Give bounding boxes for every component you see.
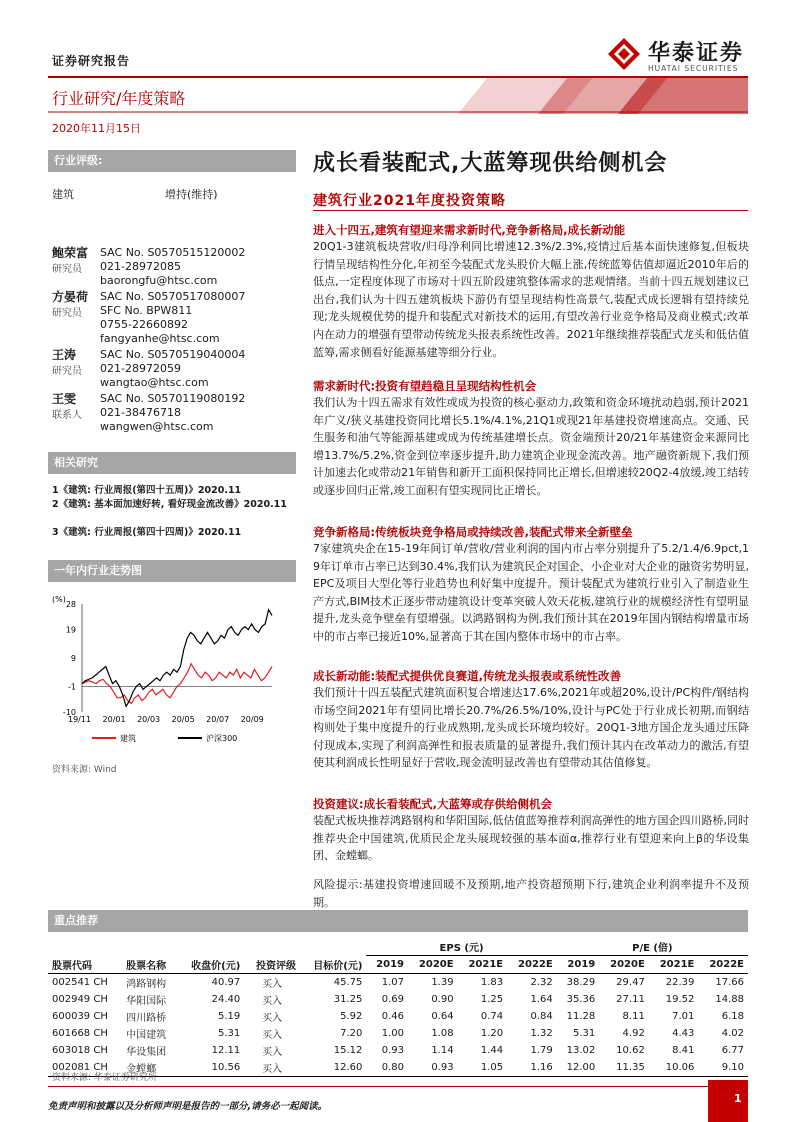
table-row <box>48 1008 748 1025</box>
analyst-name: 王涛 <box>52 348 77 362</box>
analyst-role: 联系人 <box>52 410 82 421</box>
table-cell: 9.10 <box>721 1062 744 1073</box>
table-cell: 17.66 <box>715 977 744 988</box>
table-cell: 0.69 <box>381 994 405 1005</box>
x-tick-label: 19/11 <box>68 715 92 724</box>
x-tick-label: 20/01 <box>102 715 126 724</box>
table-cell: 24.40 <box>211 994 241 1005</box>
table-cell: 5.31 <box>218 1028 241 1039</box>
table-cell: 华阳国际 <box>126 996 167 1007</box>
table-cell: 13.02 <box>566 1045 596 1056</box>
table-cell: 5.92 <box>340 1011 363 1022</box>
analyst-name: 鲍荣富 <box>52 246 89 260</box>
trend-chart <box>48 590 298 750</box>
table-cell: 15.12 <box>333 1045 363 1056</box>
table-cell: 0.84 <box>530 1011 553 1022</box>
report-type-label: 证券研究报告 <box>52 54 131 68</box>
section-heading: 成长新动能:装配式提供优良赛道,传统龙头报表或系统性改善 <box>313 669 621 683</box>
analyst-phone: 021-38476718 <box>100 406 181 419</box>
table-cell: 8.11 <box>622 1011 645 1022</box>
table-header-cell: 2022E <box>709 959 744 970</box>
table-header-cell: 目标价(元) <box>313 960 363 972</box>
table-cell: 12.00 <box>566 1062 596 1073</box>
rating-section-bar: 行业评级: <box>48 150 296 172</box>
footer-line <box>48 1086 708 1087</box>
analyst-name: 方晏荷 <box>52 290 89 304</box>
table-cell: 12.60 <box>333 1062 363 1073</box>
table-cell: 14.88 <box>715 994 744 1005</box>
table-cell: 002081 CH <box>52 1062 108 1073</box>
report-title: 成长看装配式,大蓝筹现供给侧机会 <box>313 151 668 176</box>
table-row <box>48 974 748 992</box>
table-cell: 4.92 <box>622 1028 645 1039</box>
table-header-cell: 2019 <box>376 959 405 970</box>
analyst-role: 研究员 <box>52 308 82 319</box>
industry-name: 建筑 <box>52 188 74 201</box>
analyst-sac: SAC No. S0570517080007 <box>100 290 246 303</box>
analyst-name: 王雯 <box>52 392 77 406</box>
table-header-cell: 2022E <box>518 959 553 970</box>
x-tick-label: 20/03 <box>137 715 161 724</box>
related-section-bar: 相关研究 <box>48 452 296 474</box>
pe-group-header: P/E (倍) <box>557 938 748 956</box>
logo-text-cn: 华泰证券 <box>648 41 745 66</box>
section-body: 装配式板块推荐鸿路钢构和华阳国际,低估值蓝筹推荐利润高弹性的地方国企四川路桥,同时推荐央企中国建筑,优质民企龙头展现较强的基本面α,推荐行业有望迎来向上β的华设集团、金螳螂。 <box>313 814 749 863</box>
table-cell: 0.93 <box>431 1062 454 1073</box>
table-header-cell: 股票名称 <box>126 960 167 972</box>
analyst-email[interactable]: baorongfu@htsc.com <box>100 274 218 287</box>
analyst-phone: 021-28972059 <box>100 362 181 375</box>
table-cell: 11.35 <box>616 1062 645 1073</box>
table-cell: 1.20 <box>480 1028 504 1039</box>
table-cell: 买入 <box>262 1013 283 1024</box>
recommend-table <box>48 938 748 1077</box>
section-4 <box>313 668 749 772</box>
y-tick-label: 19 <box>65 625 76 635</box>
x-tick-label: 20/05 <box>171 715 195 724</box>
table-cell: 1.14 <box>431 1045 454 1056</box>
section-body: 7家建筑央企在15-19年间订单/营收/营业利润的国内市占率分别提升了5.2/1.4/6.9pct,19年订单市占率已达到30.4%,我们认为建筑民企对国企、小企业对大企业的融资劣势明显,EPC及项目大型化等行业趋势也利好集中度提升。预计装配式为建筑行业引入了制造业生产方式,BIM技术正逐步带动建筑设计变革突破人效天花板,建筑行业的规模经济性有望明显提升,龙头竞争壁垒有望增强。以鸿路钢构为例,我们预计其在2019年国内钢结构增量市场中的市占率已接近10%,显著高于其在国内整体市场中的市占率。 <box>313 542 749 643</box>
table-cell: 45.75 <box>333 977 363 988</box>
table-cell: 0.46 <box>381 1011 405 1022</box>
section-heading: 需求新时代:投资有望趋稳且呈现结构性机会 <box>313 379 537 393</box>
y-tick-label: 9 <box>70 654 76 663</box>
table-cell: 四川路桥 <box>126 1013 167 1024</box>
industry-rating: 增持(维持) <box>165 188 218 201</box>
table-header-cell: 收盘价(元) <box>191 960 241 972</box>
table-cell: 29.47 <box>616 977 645 988</box>
disclaimer: 免责声明和披露以及分析师声明是报告的一部分,请务必一起阅读。 <box>48 1101 328 1112</box>
table-header-cell: 2021E <box>468 959 504 970</box>
table-cell: 6.77 <box>721 1045 744 1056</box>
analyst-role: 研究员 <box>52 264 82 275</box>
y-axis-label: (%) <box>52 595 66 604</box>
table-cell: 1.25 <box>480 994 504 1005</box>
table-cell: 38.29 <box>566 977 596 988</box>
table-cell: 600039 CH <box>52 1011 108 1022</box>
analyst-email[interactable]: wangtao@htsc.com <box>100 376 209 389</box>
table-cell: 5.19 <box>218 1011 241 1022</box>
analyst-email[interactable]: wangwen@htsc.com <box>100 420 214 433</box>
table-cell: 002541 CH <box>52 977 108 988</box>
table-cell: 0.64 <box>431 1011 454 1022</box>
logo-icon <box>606 36 642 72</box>
chart-source: 资料来源: Wind <box>52 765 117 775</box>
table-cell: 5.31 <box>572 1028 596 1039</box>
table-cell: 华设集团 <box>126 1047 167 1058</box>
section-2 <box>313 378 749 500</box>
analyst-phone: 0755-22660892 <box>100 318 188 331</box>
table-cell: 1.32 <box>530 1028 553 1039</box>
x-tick-label: 20/09 <box>240 715 264 724</box>
related-item[interactable]: 1《建筑: 行业周报(第四十五周)》2020.11 <box>52 485 242 496</box>
analyst-email[interactable]: fangyanhe@htsc.com <box>100 332 220 345</box>
table-cell: 1.05 <box>480 1062 504 1073</box>
table-cell: 0.90 <box>431 994 454 1005</box>
report-category: 行业研究/年度策略 <box>52 89 186 108</box>
section-5 <box>313 796 749 865</box>
table-cell: 601668 CH <box>52 1028 108 1039</box>
table-cell: 买入 <box>262 979 283 990</box>
table-cell: 1.79 <box>530 1045 553 1056</box>
analyst-sac: SAC No. S0570119080192 <box>100 392 246 405</box>
trend-section-bar: 一年内行业走势图 <box>48 560 296 582</box>
table-cell: 鸿路钢构 <box>126 979 167 990</box>
table-cell: 1.44 <box>480 1045 504 1056</box>
analyst-sfc: SFC No. BPW811 <box>100 304 193 317</box>
table-cell: 买入 <box>262 996 283 1007</box>
table-row <box>48 991 748 1008</box>
table-row <box>48 1042 748 1059</box>
table-cell: 12.11 <box>211 1045 241 1056</box>
section-1 <box>313 222 749 361</box>
section-body: 20Q1-3建筑板块营收/归母净利同比增速12.3%/2.3%,疫情过后基本面快速修复,但板块行情呈现结构性分化,年初至今装配式龙头股价大幅上涨,传统蓝筹估值却逼近2010年后的低点,一定程度体现了市场对十四五阶段建筑整体需求的悲观情绪。当前十四五规划建议已出台,我们认为十四五建筑板块下游仍有望呈现结构性高景气,装配式成长逻辑有望持续兑现;龙头规模优势的提升和装配式对新技术的运用,有望改善行业竞争格局及商业模式;改革内在动力的增强有望带动传统龙头报表系统性改善。2021年继续推荐装配式龙头和低估值蓝筹,需求侧看好能源基建等细分行业。 <box>313 240 749 359</box>
legend-label-industry: 建筑 <box>120 734 136 743</box>
series-line-hs300 <box>82 610 272 707</box>
table-cell: 买入 <box>262 1030 283 1041</box>
page-number: 1 <box>734 1092 742 1105</box>
table-cell: 1.07 <box>381 977 405 988</box>
table-header-cell: 2019 <box>567 959 596 970</box>
section-heading: 进入十四五,建筑有望迎来需求新时代,竞争新格局,成长新动能 <box>313 223 626 237</box>
risk-warning: 风险提示:基建投资增速回暖不及预期,地产投资超预期下行,建筑企业利润率提升不及预期。 <box>313 878 749 909</box>
table-cell: 27.11 <box>616 994 645 1005</box>
section-body: 我们认为十四五需求有效性或成为投资的核心驱动力,政策和资金环境扰动趋弱,预计2021年广义/狭义基建投资同比增长5.1%/4.1%,21Q1或现21年基建投资增速高点。交通、民生服务和油气等能源基建或成为传统基建增长点。资金端预计20/21年基建资金来源同比增13.7%/5.2%,资金到位率逐步提升,助力建筑企业现金流改善。地产融资新规下,我们预计加速去化或带动21年销售和新开工面积保持同比正增长,但增速较20Q2-4放缓,竣工结转或逐步回归正常,竣工面积有望实现同比正增长。 <box>313 396 749 497</box>
report-subtitle: 建筑行业2021年度投资策略 <box>313 193 506 209</box>
table-cell: 31.25 <box>333 994 363 1005</box>
table-row <box>48 1025 748 1042</box>
section-3 <box>313 524 749 646</box>
related-item[interactable]: 2《建筑: 基本面加速好转, 看好现金流改善》2020.11 <box>52 499 287 510</box>
table-cell: 10.06 <box>665 1062 695 1073</box>
report-date: 2020年11月15日 <box>52 122 141 135</box>
table-cell: 1.00 <box>381 1028 405 1039</box>
table-cell: 7.20 <box>340 1028 363 1039</box>
table-cell: 买入 <box>262 1064 283 1075</box>
eps-group-header: EPS (元) <box>366 938 556 956</box>
section-heading: 投资建议:成长看装配式,大蓝筹或存供给侧机会 <box>313 797 552 811</box>
y-tick-label: -10 <box>62 708 76 717</box>
table-header-cell: 股票代码 <box>52 960 92 972</box>
table-cell: 0.74 <box>480 1011 504 1022</box>
table-section-bar: 重点推荐 <box>48 910 748 932</box>
table-cell: 7.01 <box>672 1011 695 1022</box>
table-header-cell: 2020E <box>610 959 645 970</box>
logo-text-en: HUATAI SECURITIES <box>648 64 739 73</box>
table-cell: 6.18 <box>721 1011 744 1022</box>
table-cell: 1.83 <box>480 977 504 988</box>
section-body: 我们预计十四五装配式建筑面积复合增速达17.6%,2021年或超20%,设计/PC构件/钢结构市场空间2021年有望同比增长20.7%/26.5%/10%,设计与PC处于行业成长初期,而钢结构则处于集中度提升的行业成熟期,龙头成长环境均较好。20Q1-3地方国企龙头通过压降付现成本,实现了利润高弹性和报表质量的显著提升,我们预计其内在改革动力的激活,有望使其利润成长性明显好于营收,现金流明显改善也有望带动其估值修复。 <box>313 686 749 770</box>
table-cell: 002949 CH <box>52 994 108 1005</box>
table-header-cell: 2021E <box>659 959 695 970</box>
table-cell: 4.02 <box>721 1028 744 1039</box>
table-cell: 金螳螂 <box>126 1064 157 1075</box>
table-cell: 22.39 <box>665 977 695 988</box>
related-item[interactable]: 3《建筑: 行业周报(第四十四周)》2020.11 <box>52 527 242 538</box>
table-cell: 买入 <box>262 1047 283 1058</box>
y-tick-label: 28 <box>65 600 76 609</box>
table-cell: 中国建筑 <box>126 1030 167 1041</box>
table-cell: 40.97 <box>211 977 241 988</box>
table-cell: 10.56 <box>211 1062 241 1073</box>
table-cell: 19.52 <box>665 994 695 1005</box>
series-line-industry <box>82 664 272 704</box>
table-cell: 0.93 <box>381 1045 405 1056</box>
table-cell: 8.41 <box>672 1045 695 1056</box>
table-cell: 603018 CH <box>52 1045 108 1056</box>
table-cell: 1.16 <box>530 1062 553 1073</box>
table-source: 资料来源: 华泰证券研究所 <box>52 1073 157 1083</box>
page-corner <box>708 1080 748 1122</box>
table-cell: 4.43 <box>672 1028 695 1039</box>
table-cell: 11.28 <box>566 1011 596 1022</box>
y-tick-label: -1 <box>68 682 76 692</box>
x-tick-label: 20/07 <box>206 715 230 724</box>
table-cell: 1.08 <box>431 1028 454 1039</box>
analyst-phone: 021-28972085 <box>100 260 181 273</box>
table-cell: 35.36 <box>566 994 596 1005</box>
analyst-role: 研究员 <box>52 366 82 377</box>
title-divider <box>313 210 748 211</box>
table-header-cell: 2020E <box>418 959 454 970</box>
table-header-cell: 投资评级 <box>256 960 297 972</box>
table-cell: 2.32 <box>530 977 553 988</box>
legend-label-hs300: 沪深300 <box>206 734 238 743</box>
table-cell: 1.39 <box>431 977 454 988</box>
analyst-sac: SAC No. S0570519040004 <box>100 348 246 361</box>
table-cell: 0.80 <box>381 1062 405 1073</box>
table-cell: 10.62 <box>616 1045 645 1056</box>
table-cell: 1.64 <box>530 994 553 1005</box>
section-heading: 竞争新格局:传统板块竞争格局或持续改善,装配式带来全新壁垒 <box>313 525 633 539</box>
analyst-sac: SAC No. S0570515120002 <box>100 246 246 259</box>
